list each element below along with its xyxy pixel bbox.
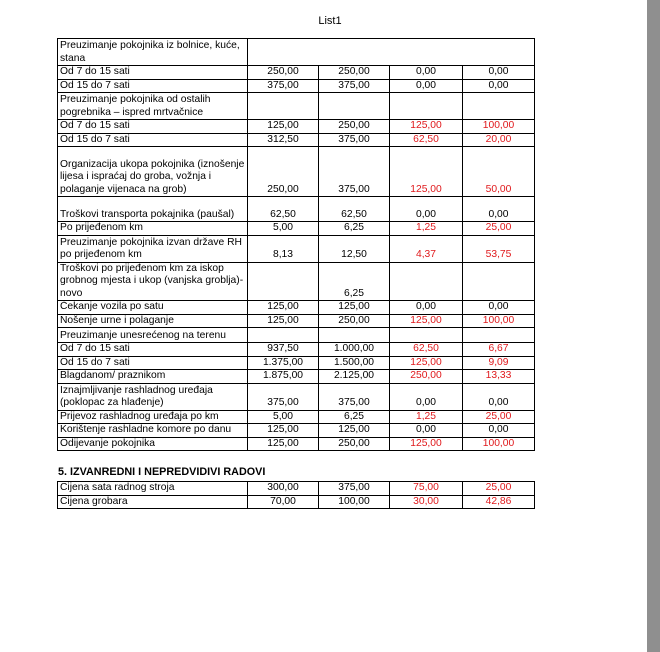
value-cell-1: 250,00	[248, 147, 319, 197]
value-cell-4: 53,75	[463, 235, 535, 262]
value-cell-4: 42,86	[463, 495, 535, 509]
value-cell-1: 125,00	[248, 120, 319, 134]
row-label: Od 7 do 15 sati	[58, 120, 248, 134]
section-heading: 5. IZVANREDNI I NEPREDVIDIVI RADOVI	[58, 466, 266, 478]
page-edge-bar	[647, 0, 660, 652]
value-cell-3: 125,00	[390, 147, 463, 197]
row-label: Nošenje urne i polaganje	[58, 314, 248, 328]
value-cell-2: 12,50	[319, 235, 390, 262]
value-cell-1: 8,13	[248, 235, 319, 262]
row-label: Blagdanom/ praznikom	[58, 370, 248, 384]
value-cell-4: 0,00	[463, 197, 535, 222]
value-cell-4: 6,67	[463, 343, 535, 357]
value-cell-2: 375,00	[319, 383, 390, 410]
value-cell-4: 50,00	[463, 147, 535, 197]
value-cell-3: 0,00	[390, 383, 463, 410]
table-row	[58, 410, 535, 424]
table-row	[58, 66, 535, 80]
value-cell-4	[463, 328, 535, 343]
value-cell-2: 250,00	[319, 314, 390, 328]
table-row	[58, 482, 535, 496]
row-label: Preuzimanje pokojnika od ostalih pogrebnika – ispred mrtvačnice	[58, 93, 248, 120]
value-cell-1: 70,00	[248, 495, 319, 509]
value-cell-3: 0,00	[390, 79, 463, 93]
value-cell-4: 0,00	[463, 301, 535, 315]
value-cell-1: 125,00	[248, 314, 319, 328]
price-table	[57, 38, 535, 451]
table-row	[58, 383, 535, 410]
value-cell-2: 375,00	[319, 482, 390, 496]
value-cell-4: 0,00	[463, 79, 535, 93]
row-label: Cijena sata radnog stroja	[58, 482, 248, 496]
value-cell-3: 0,00	[390, 424, 463, 438]
row-label: Iznajmljivanje rashladnog uređaja (poklopac za hlađenje)	[58, 383, 248, 410]
table-row	[58, 133, 535, 147]
value-cell-1: 62,50	[248, 197, 319, 222]
value-cell-4: 0,00	[463, 424, 535, 438]
row-label: Po prijeđenom km	[58, 222, 248, 236]
sheet-title: List1	[318, 15, 342, 27]
value-cell-4: 0,00	[463, 66, 535, 80]
value-cell-3: 4,37	[390, 235, 463, 262]
table-row	[58, 356, 535, 370]
row-label: Organizacija ukopa pokojnika (iznošenje lijesa i ispraćaj do groba, vožnja i polaganje vijenaca na grob)	[58, 147, 248, 197]
table-row	[58, 437, 535, 451]
value-cell-2: 250,00	[319, 66, 390, 80]
row-label: Cijena grobara	[58, 495, 248, 509]
value-cell-3: 62,50	[390, 343, 463, 357]
table-row	[58, 39, 535, 66]
value-cell-3: 1,25	[390, 410, 463, 424]
row-label: Preuzimanje pokojnika izvan države RH po prijeđenom km	[58, 235, 248, 262]
row-label: Čekanje vozila po satu	[58, 301, 248, 315]
value-cell-3: 250,00	[390, 370, 463, 384]
value-cell-3: 125,00	[390, 437, 463, 451]
value-cell-2: 125,00	[319, 424, 390, 438]
value-cell-3	[390, 262, 463, 301]
row-label: Preuzimanje unesrećenog na terenu	[58, 328, 248, 343]
table-row	[58, 314, 535, 328]
value-cell-1: 1.875,00	[248, 370, 319, 384]
row-label: Troškovi transporta pokajnika (paušal)	[58, 197, 248, 222]
value-cell-1: 1.375,00	[248, 356, 319, 370]
value-cell-2	[319, 328, 390, 343]
table-row	[58, 222, 535, 236]
value-cell-2: 6,25	[319, 262, 390, 301]
value-cell-4: 25,00	[463, 482, 535, 496]
table-row	[58, 79, 535, 93]
value-cell-4	[463, 93, 535, 120]
value-cell-1: 375,00	[248, 383, 319, 410]
value-cell-4: 100,00	[463, 120, 535, 134]
value-cell-1: 5,00	[248, 222, 319, 236]
value-cell-3: 0,00	[390, 301, 463, 315]
value-cell-1: 5,00	[248, 410, 319, 424]
value-cell-1	[248, 262, 319, 301]
value-cell-4: 20,00	[463, 133, 535, 147]
value-cell-2: 2.125,00	[319, 370, 390, 384]
value-cell-2	[319, 93, 390, 120]
value-cell-4: 0,00	[463, 383, 535, 410]
value-cell-3: 0,00	[390, 66, 463, 80]
extra-works-table	[57, 481, 535, 509]
value-cell-3: 1,25	[390, 222, 463, 236]
value-cell-1: 375,00	[248, 79, 319, 93]
value-cell-2: 6,25	[319, 410, 390, 424]
table-row	[58, 93, 535, 120]
row-label: Odijevanje pokojnika	[58, 437, 248, 451]
value-cell-4: 25,00	[463, 222, 535, 236]
row-label: Korištenje rashladne komore po danu	[58, 424, 248, 438]
value-cell-3	[390, 328, 463, 343]
value-cell-4: 25,00	[463, 410, 535, 424]
table-row	[58, 147, 535, 197]
row-label: Od 7 do 15 sati	[58, 343, 248, 357]
table-row	[58, 328, 535, 343]
value-cell-1: 312,50	[248, 133, 319, 147]
value-cell-2: 100,00	[319, 495, 390, 509]
value-cell-1	[248, 93, 319, 120]
table-row	[58, 197, 535, 222]
row-label: Od 15 do 7 sati	[58, 133, 248, 147]
value-cell-4	[463, 262, 535, 301]
value-cell-4: 9,09	[463, 356, 535, 370]
value-cell-2: 375,00	[319, 133, 390, 147]
value-cell-1: 125,00	[248, 424, 319, 438]
table-row	[58, 301, 535, 315]
table-row	[58, 262, 535, 301]
value-cell-3: 30,00	[390, 495, 463, 509]
table-row	[58, 343, 535, 357]
value-cell-2: 1.000,00	[319, 343, 390, 357]
value-cell-4: 100,00	[463, 437, 535, 451]
value-cell-3: 62,50	[390, 133, 463, 147]
value-cell-2: 375,00	[319, 79, 390, 93]
table-row	[58, 120, 535, 134]
merged-empty-cell	[248, 39, 535, 66]
row-label: Troškovi po prijeđenom km za iskop grobnog mjesta i ukop (vanjska groblja)- novo	[58, 262, 248, 301]
table-row	[58, 370, 535, 384]
value-cell-2: 250,00	[319, 437, 390, 451]
row-label: Od 7 do 15 sati	[58, 66, 248, 80]
table-row	[58, 235, 535, 262]
value-cell-3: 125,00	[390, 120, 463, 134]
value-cell-2: 62,50	[319, 197, 390, 222]
value-cell-3: 125,00	[390, 314, 463, 328]
value-cell-1: 250,00	[248, 66, 319, 80]
value-cell-3: 125,00	[390, 356, 463, 370]
row-label: Preuzimanje pokojnika iz bolnice, kuće, stana	[58, 39, 248, 66]
value-cell-1	[248, 328, 319, 343]
value-cell-1: 937,50	[248, 343, 319, 357]
row-label: Prijevoz rashladnog uređaja po km	[58, 410, 248, 424]
value-cell-4: 13,33	[463, 370, 535, 384]
row-label: Od 15 do 7 sati	[58, 356, 248, 370]
row-label: Od 15 do 7 sati	[58, 79, 248, 93]
value-cell-3	[390, 93, 463, 120]
value-cell-1: 300,00	[248, 482, 319, 496]
value-cell-2: 6,25	[319, 222, 390, 236]
value-cell-1: 125,00	[248, 437, 319, 451]
table-row	[58, 424, 535, 438]
table-row	[58, 495, 535, 509]
value-cell-1: 125,00	[248, 301, 319, 315]
value-cell-2: 1.500,00	[319, 356, 390, 370]
value-cell-3: 75,00	[390, 482, 463, 496]
value-cell-2: 375,00	[319, 147, 390, 197]
value-cell-2: 250,00	[319, 120, 390, 134]
value-cell-3: 0,00	[390, 197, 463, 222]
value-cell-2: 125,00	[319, 301, 390, 315]
value-cell-4: 100,00	[463, 314, 535, 328]
